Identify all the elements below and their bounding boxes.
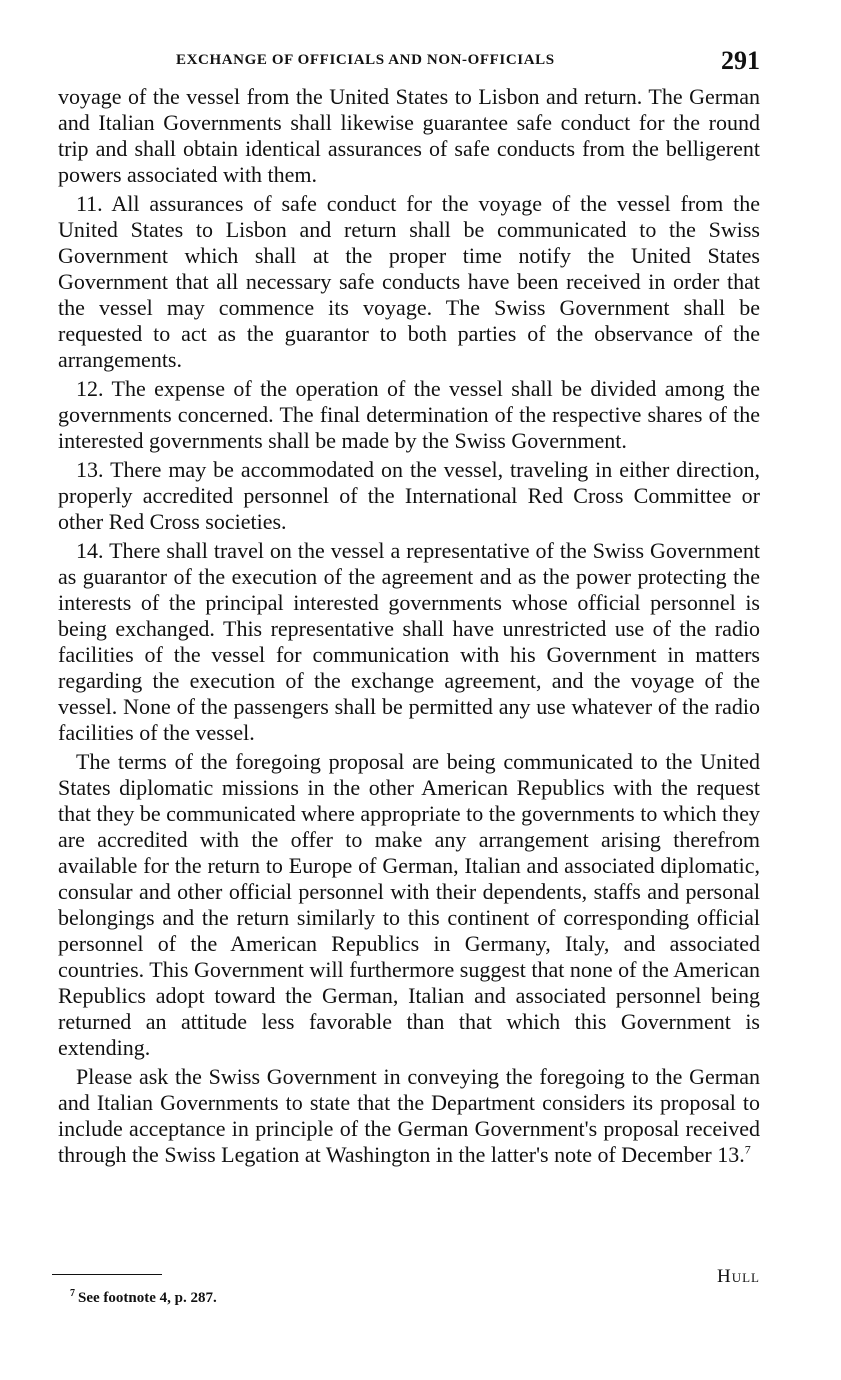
page-number: 291	[721, 46, 760, 75]
footnote-divider	[52, 1274, 162, 1275]
running-header	[58, 40, 760, 84]
paragraph-request	[58, 1064, 760, 1168]
paragraph-terms: The terms of the foregoing proposal are being communicated to the United States diplomatic missions in the other American Republics with the request that they be communicated where appropriate to the governments to which they are accredited with the offer to make any arrangement arising therefrom available for the return to Europe of German, Italian and associated diplomatic, consular and other official personnel with their dependents, staffs and personal belongings and the return similarly to this continent of corresponding official personnel of the American Republics in Germany, Italy, and associated countries. This Government will furthermore suggest that none of the American Republics adopt toward the German, Italian and associated personnel being returned an attitude less favorable than that which this Government is extending.	[58, 749, 760, 1060]
signature: Hull	[717, 1266, 760, 1287]
running-title: EXCHANGE OF OFFICIALS AND NON-OFFICIALS	[176, 52, 555, 68]
footnote-reference: 7	[744, 1142, 751, 1157]
footnote-text: See footnote 4, p. 287.	[78, 1290, 217, 1306]
footnote	[70, 1290, 217, 1307]
paragraph-continuation: voyage of the vessel from the United States to Lisbon and return. The German and Italian Governments shall likewise guarantee safe conduct for the round trip and shall obtain identical assurances of safe conducts from the belligerent powers associated with them.	[58, 84, 760, 187]
paragraph-request-text: Please ask the Swiss Government in conveying the foregoing to the German and Italian Governments to state that the Department considers its proposal to include acceptance in principle of the German Government's proposal received through the Swiss Legation at Washington in the latter's note of December 13.	[58, 1064, 760, 1167]
paragraph-item-13: 13. There may be accommodated on the vessel, traveling in either direction, properly accredited personnel of the International Red Cross Committee or other Red Cross societies.	[58, 457, 760, 534]
paragraph-item-14: 14. There shall travel on the vessel a representative of the Swiss Government as guarantor of the execution of the agreement and as the power protecting the interests of the principal interested governments whose official personnel is being exchanged. This representative shall have unrestricted use of the radio facilities of the vessel for communication with his Government in matters regarding the execution of the exchange agreement, and the voyage of the vessel. None of the passengers shall be permitted any use whatever of the radio facilities of the vessel.	[58, 538, 760, 745]
document-page	[58, 40, 760, 1306]
footnote-marker: 7	[70, 1288, 75, 1299]
paragraph-item-12: 12. The expense of the operation of the vessel shall be divided among the governments concerned. The final determination of the respective shares of the interested governments shall be made by the Swiss Government.	[58, 376, 760, 453]
paragraph-item-11: 11. All assurances of safe conduct for the voyage of the vessel from the United States to Lisbon and return shall be communicated to the Swiss Government which shall at the proper time notify the United States Government that all necessary safe conducts have been received in order that the vessel may commence its voyage. The Swiss Government shall be requested to act as the guarantor to both parties of the observance of the arrangements.	[58, 191, 760, 372]
body-text	[58, 84, 760, 1168]
